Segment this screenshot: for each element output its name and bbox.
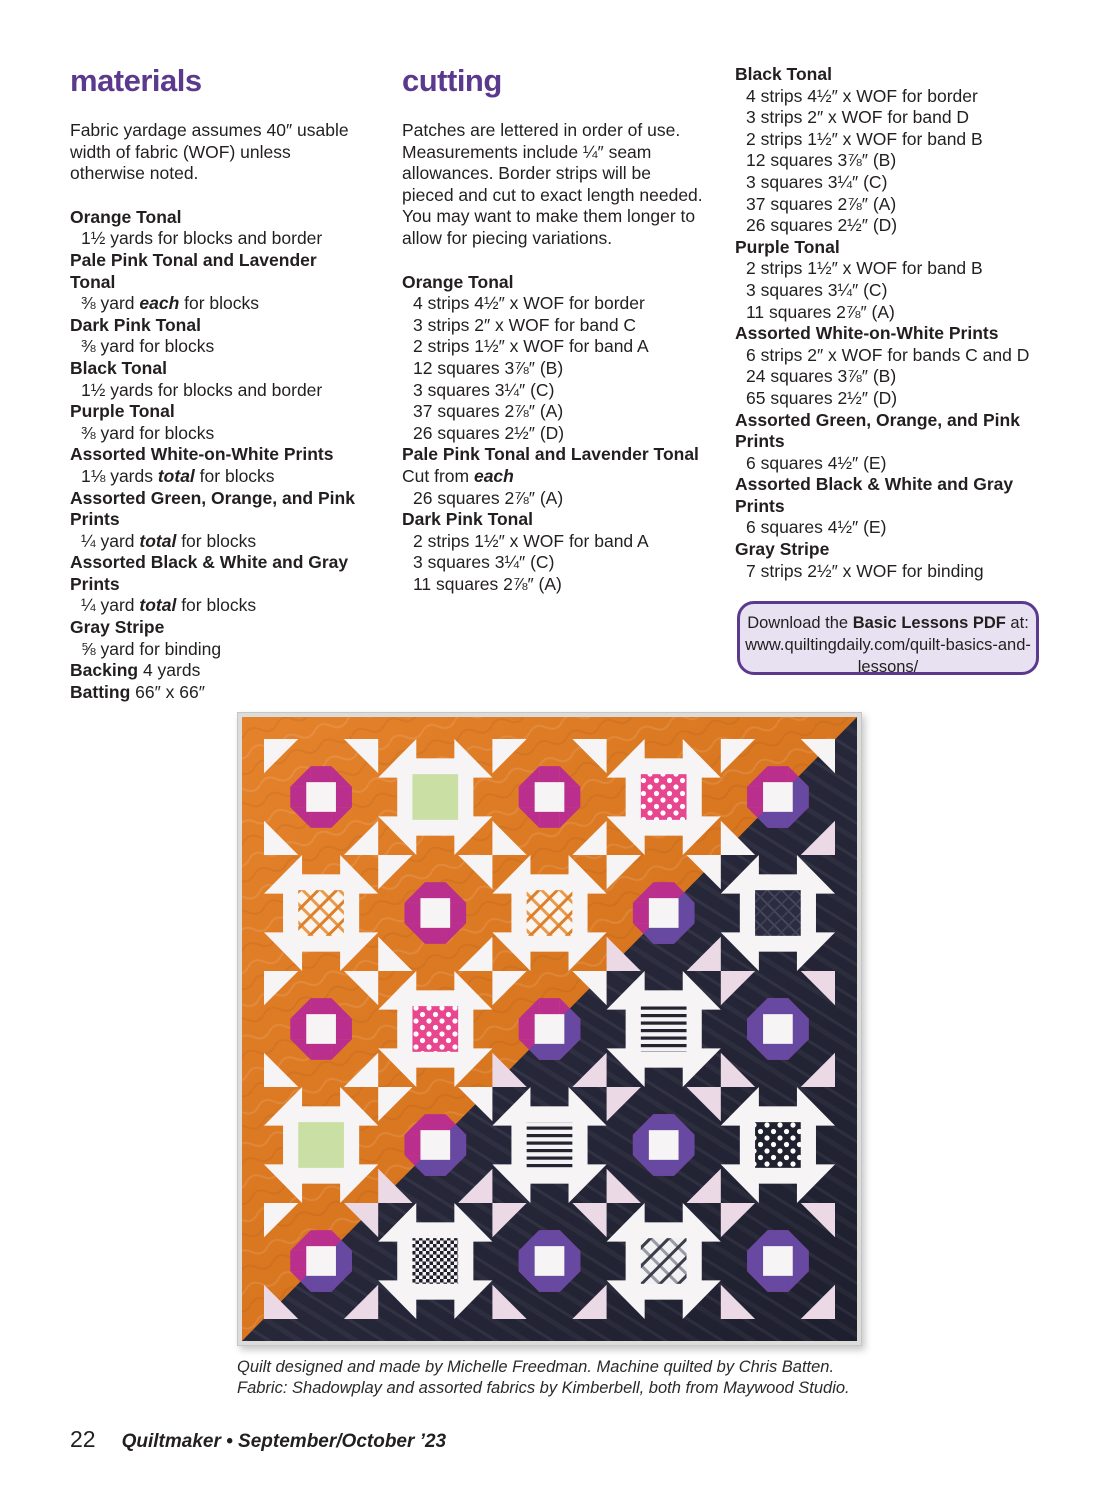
list-line: Cut from each: [402, 465, 514, 486]
materials-heading: materials: [70, 63, 202, 98]
list-line: 6 squares 4½″ (E): [746, 452, 887, 473]
list-line: 37 squares 2⅞″ (A): [746, 193, 897, 214]
list-line: Pale Pink Tonal and Lavender Tonal: [402, 444, 699, 465]
list-line: 26 squares 2½″ (D): [413, 422, 565, 443]
list-line: Black Tonal: [735, 64, 832, 84]
magazine-title: Quiltmaker • September/October ’23: [121, 1431, 447, 1452]
list-line: Assorted Green, Orange, and Pink Prints: [70, 487, 355, 530]
list-line: 3 squares 3¼″ (C): [413, 379, 555, 400]
list-line: 6 strips 2″ x WOF for bands C and D: [746, 344, 1030, 365]
quilt-caption-line-2: Fabric: Shadowplay and assorted fabrics by Kimberbell, both from Maywood Studio.: [237, 1379, 850, 1397]
cutting-list-1: [402, 272, 704, 596]
list-line: ⅝ yard for binding: [81, 638, 222, 659]
list-line: Assorted White-on-White Prints: [735, 323, 999, 344]
download-text: Download the Basic Lessons PDF at:: [747, 614, 1029, 632]
list-line: 11 squares 2⅞″ (A): [413, 573, 562, 594]
list-line: 24 squares 3⅞″ (B): [746, 366, 897, 387]
quilt-caption-line-1: Quilt designed and made by Michelle Freedman. Machine quilted by Chris Batten.: [237, 1358, 835, 1376]
list-line: 2 strips 1½″ x WOF for band B: [746, 258, 983, 279]
list-line: 1½ yards for blocks and border: [81, 379, 323, 400]
list-line: 3 squares 3¼″ (C): [413, 552, 555, 573]
list-line: Assorted White-on-White Prints: [70, 444, 334, 465]
list-line: 11 squares 2⅞″ (A): [746, 301, 895, 322]
list-line: 4 strips 4½″ x WOF for border: [413, 293, 645, 314]
cutting-list-2: [735, 64, 1047, 582]
cutting-section: [402, 64, 704, 595]
list-line: Backing 4 yards: [70, 660, 201, 681]
list-line: Assorted Black & White and Gray Prints: [735, 474, 1014, 516]
list-line: 2 strips 1½″ x WOF for band A: [413, 530, 649, 551]
list-line: ⅜ yard for blocks: [81, 336, 215, 357]
list-line: ¼ yard total for blocks: [81, 595, 257, 616]
list-line: Gray Stripe: [70, 617, 165, 638]
quilt-caption: [237, 1357, 862, 1399]
list-line: 1½ yards for blocks and border: [81, 228, 323, 249]
list-line: Dark Pink Tonal: [70, 314, 201, 335]
list-line: 3 strips 2″ x WOF for band D: [746, 107, 970, 128]
list-line: Orange Tonal: [70, 206, 182, 227]
quilt-image: [237, 712, 862, 1346]
list-line: Assorted Green, Orange, and Pink Prints: [735, 409, 1020, 452]
list-line: ⅜ yard for blocks: [81, 422, 215, 443]
list-line: Batting 66″ x 66″: [70, 681, 205, 702]
list-line: Gray Stripe: [735, 539, 830, 560]
materials-section: [70, 64, 355, 703]
list-line: Assorted Black & White and Gray Prints: [70, 552, 349, 594]
list-line: Orange Tonal: [402, 271, 514, 292]
list-line: 3 strips 2″ x WOF for band C: [413, 314, 637, 335]
cutting-heading: cutting: [402, 63, 502, 98]
list-line: 1⅛ yards total for blocks: [81, 465, 275, 486]
list-line: Dark Pink Tonal: [402, 509, 533, 530]
list-line: 2 strips 1½″ x WOF for band B: [746, 128, 983, 149]
list-line: 65 squares 2½″ (D): [746, 387, 898, 408]
materials-list: [70, 207, 355, 704]
list-line: Black Tonal: [70, 357, 167, 378]
page-footer: [70, 1426, 446, 1453]
list-line: 26 squares 2⅞″ (A): [413, 487, 564, 508]
list-line: 37 squares 2⅞″ (A): [413, 401, 564, 422]
list-line: Purple Tonal: [735, 236, 840, 257]
download-callout-box: [737, 601, 1039, 675]
quilt-svg: [237, 712, 862, 1346]
list-line: Purple Tonal: [70, 401, 175, 422]
list-line: 7 strips 2½″ x WOF for binding: [746, 560, 984, 581]
list-line: 3 squares 3¼″ (C): [746, 171, 888, 192]
list-line: ⅜ yard each for blocks: [81, 293, 260, 314]
list-line: 6 squares 4½″ (E): [746, 517, 887, 538]
quilt-photo: [237, 712, 862, 1399]
list-line: ¼ yard total for blocks: [81, 530, 257, 551]
list-line: 3 squares 3¼″ (C): [746, 279, 888, 300]
list-line: 12 squares 3⅞″ (B): [413, 357, 564, 378]
list-line: 12 squares 3⅞″ (B): [746, 150, 897, 171]
materials-intro: Fabric yardage assumes 40″ usable width of fabric (WOF) unless otherwise noted.: [70, 120, 349, 184]
list-line: 4 strips 4½″ x WOF for border: [746, 85, 978, 106]
list-line: 2 strips 1½″ x WOF for band A: [413, 336, 649, 357]
cutting-section-continued: [735, 64, 1047, 582]
page-number: 22: [70, 1426, 96, 1452]
cutting-intro: Patches are lettered in order of use. Measurements include ¼″ seam allowances. Border strips will be pieced and cut to exact length needed. You may want to make them longer to allow for piecing variations.: [402, 120, 703, 248]
list-line: Pale Pink Tonal and Lavender Tonal: [70, 249, 317, 292]
download-url: www.quiltingdaily.com/quilt-basics-and-lessons/: [745, 636, 1031, 676]
list-line: 26 squares 2½″ (D): [746, 215, 898, 236]
